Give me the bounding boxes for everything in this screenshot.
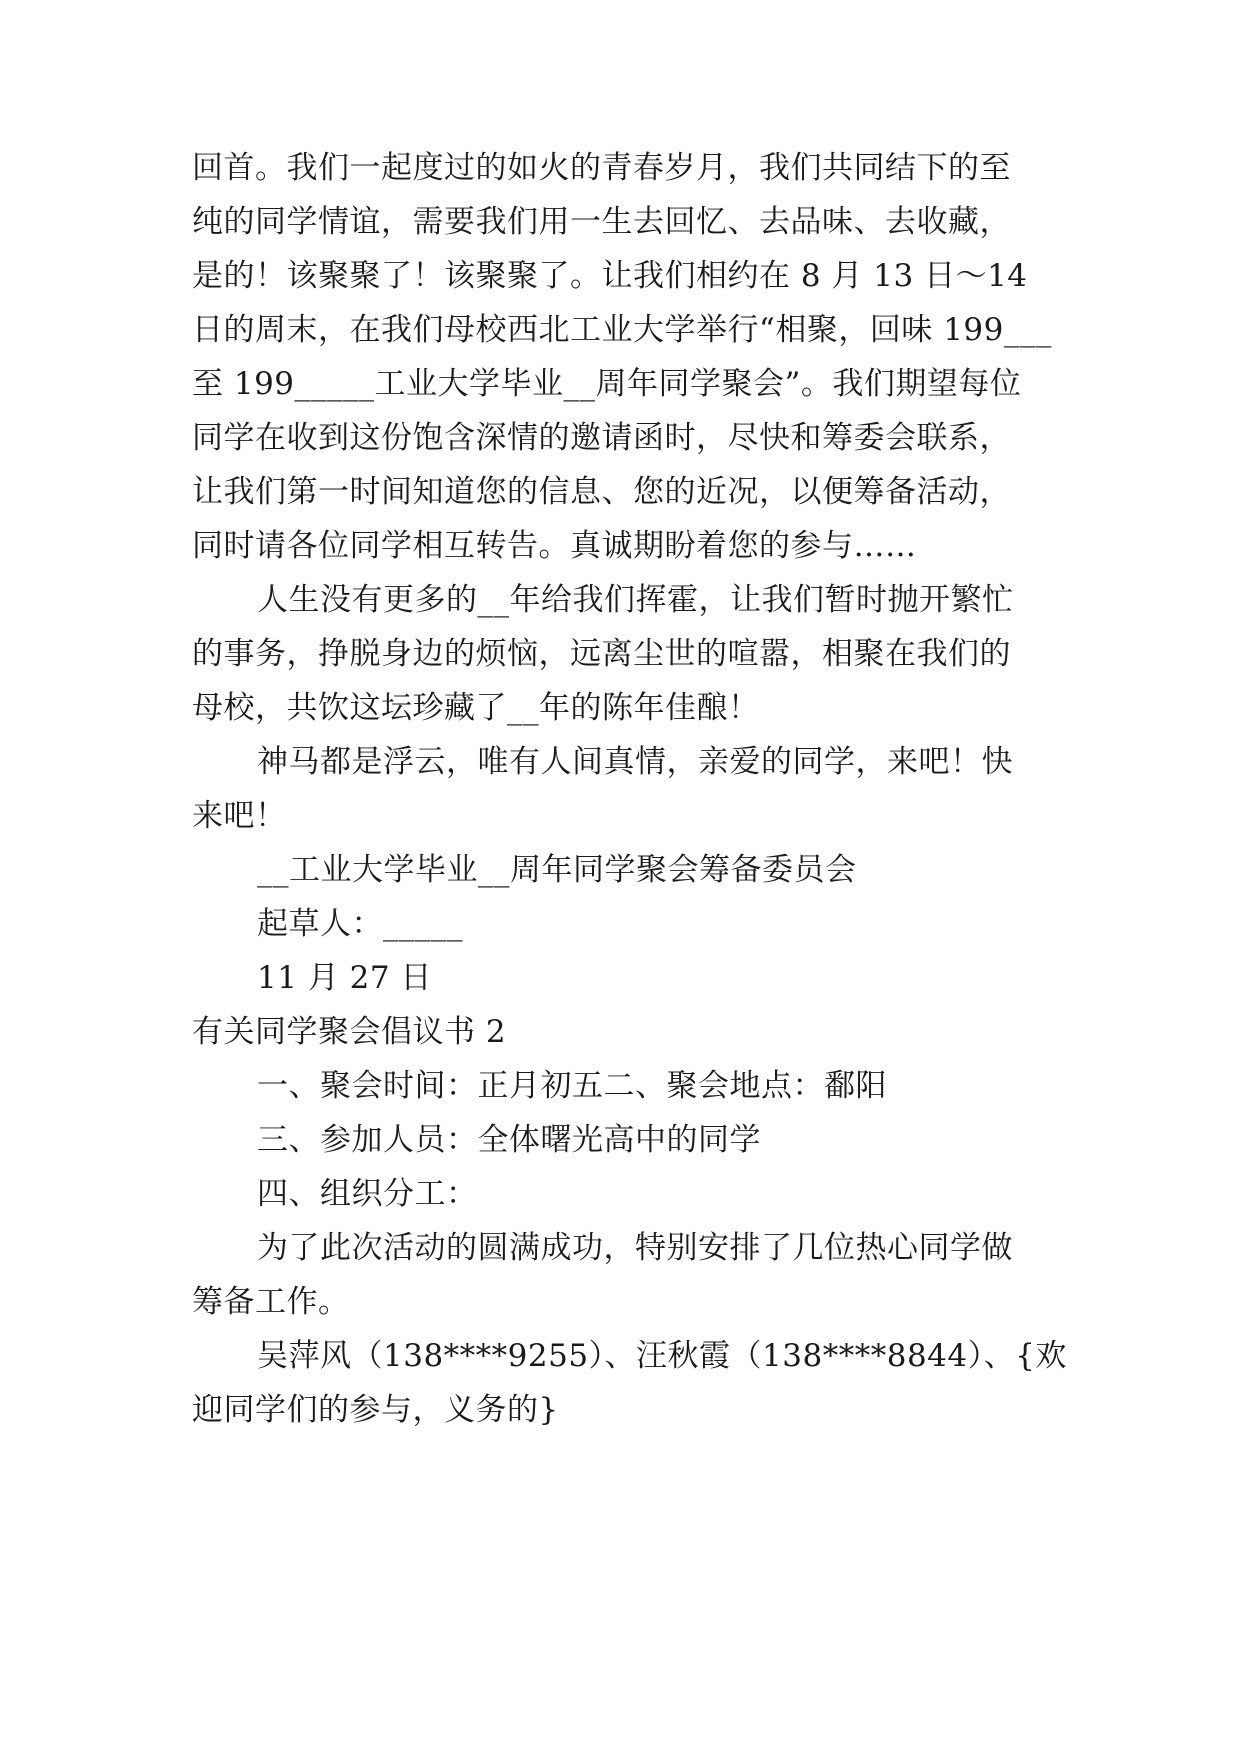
paragraph-line: 纯的同学情谊，需要我们用一生去回忆、去品味、去收藏， <box>192 204 1011 240</box>
signature-date: 11 月 27 日 <box>257 960 432 996</box>
paragraph-line: 是的！该聚聚了！该聚聚了。让我们相约在 8 月 13 日～14 <box>192 258 1028 294</box>
paragraph-line: 同时请各位同学相互转告。真诚期盼着您的参与…… <box>192 528 917 564</box>
signature-drafter: 起草人：_____ <box>257 906 463 942</box>
paragraph-line: 让我们第一时间知道您的信息、您的近况，以便筹备活动， <box>192 474 1011 510</box>
list-item: 四、组织分工： <box>257 1176 478 1212</box>
list-item: 三、参加人员：全体曙光高中的同学 <box>257 1122 761 1158</box>
paragraph-line: 至 199_____工业大学毕业__周年同学聚会”。我们期望每位 <box>192 366 1022 402</box>
section-heading: 有关同学聚会倡议书 2 <box>192 1014 507 1050</box>
paragraph-line: 回首。我们一起度过的如火的青春岁月，我们共同结下的至 <box>192 150 1011 186</box>
paragraph-line: 迎同学们的参与，义务的} <box>192 1392 559 1428</box>
paragraph-line: 人生没有更多的__年给我们挥霍，让我们暂时抛开繁忙 <box>257 582 1014 618</box>
signature-committee: __工业大学毕业__周年同学聚会筹备委员会 <box>257 852 857 888</box>
list-item: 一、聚会时间：正月初五二、聚会地点：鄱阳 <box>257 1068 887 1104</box>
paragraph-line: 神马都是浮云，唯有人间真情，亲爱的同学，来吧！快 <box>257 744 1013 780</box>
paragraph-line: 筹备工作。 <box>192 1284 350 1320</box>
paragraph-line: 的事务，挣脱身边的烦恼，远离尘世的喧嚣，相聚在我们的 <box>192 636 1011 672</box>
paragraph-line: 母校，共饮这坛珍藏了__年的陈年佳酿！ <box>192 690 760 726</box>
paragraph-line: 为了此次活动的圆满成功，特别安排了几位热心同学做 <box>257 1230 1013 1266</box>
paragraph-line: 吴萍风（138****9255）、汪秋霞（138****8844）、{欢 <box>257 1338 1067 1374</box>
paragraph-line: 日的周末，在我们母校西北工业大学举行“相聚，回味 199___ <box>192 312 1052 348</box>
paragraph-line: 同学在收到这份饱含深情的邀请函时，尽快和筹委会联系， <box>192 420 1011 456</box>
paragraph-line: 来吧！ <box>192 798 287 834</box>
